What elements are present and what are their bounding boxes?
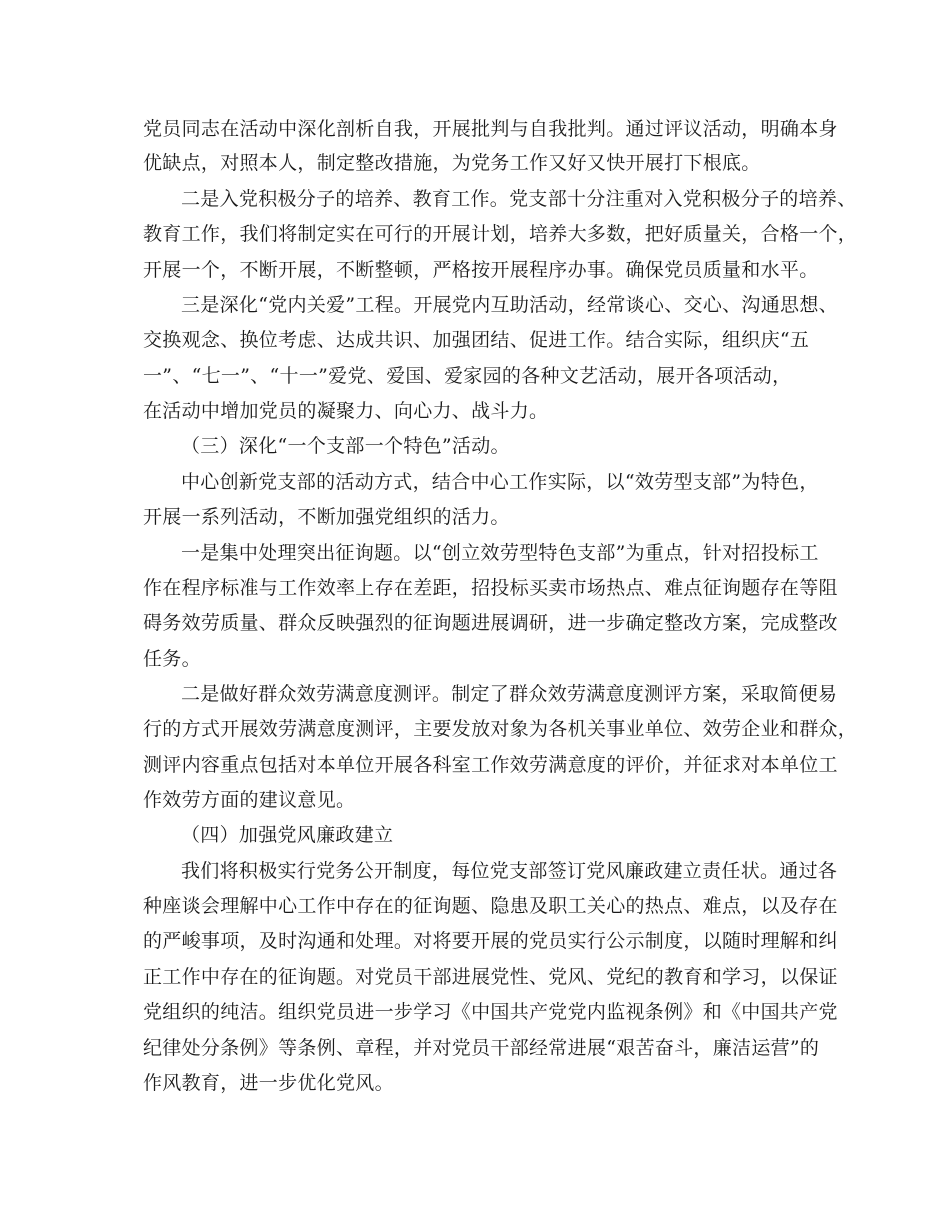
text-line: 二是做好群众效劳满意度测评。制定了群众效劳满意度测评方案，采取简便易	[181, 683, 838, 705]
text-line: 的严峻事项，及时沟通和处理。对将要开展的党员实行公示制度，以随时理解和纠	[143, 930, 838, 952]
text-line: 纪律处分条例》等条例、章程，并对党员干部经常进展“艰苦奋斗，廉洁运营”的	[143, 1037, 820, 1059]
text-line: 作风教育，进一步优化党风。	[143, 1072, 394, 1094]
text-line: 党员同志在活动中深化剖析自我，开展批判与自我批判。通过评议活动，明确本身	[143, 118, 838, 140]
text-line: 一是集中处理突出征询题。以“创立效劳型特色支部”为重点，针对招投标工	[181, 542, 819, 564]
text-line: 三是深化“党内关爱”工程。开展党内互助活动，经常谈心、交心、沟通思想、	[181, 294, 838, 316]
text-line: 作在程序标准与工作效率上存在差距，招投标买卖市场热点、难点征询题存在等阻	[143, 577, 838, 599]
text-line: 开展一个，不断开展，不断整顿，严格按开展程序办事。确保党员质量和水平。	[143, 259, 819, 281]
text-line: 开展一系列活动，不断加强党组织的活力。	[143, 506, 510, 528]
text-line: 碍务效劳质量、群众反映强烈的征询题进展调研，进一步确定整改方案，完成整改	[143, 612, 838, 634]
text-line: 种座谈会理解中心工作中存在的征询题、隐患及职工关心的热点、难点，以及存在	[143, 895, 838, 917]
text-line: 中心创新党支部的活动方式，结合中心工作实际，以“效劳型支部”为特色，	[181, 471, 819, 493]
text-line: 作效劳方面的建议意见。	[143, 789, 356, 811]
text-line: 教育工作，我们将制定实在可行的开展计划，培养大多数，把好质量关，合格一个，	[143, 223, 858, 245]
text-line: 二是入党积极分子的培养、教育工作。党支部十分注重对入党积极分子的培养、	[181, 188, 857, 210]
text-line: 我们将积极实行党务公开制度，每位党支部签订党风廉政建立责任状。通过各	[181, 860, 838, 882]
text-line: 在活动中增加党员的凝聚力、向心力、战斗力。	[143, 400, 549, 422]
section-heading: （四）加强党风廉政建立	[181, 824, 394, 846]
text-line: 交换观念、换位考虑、达成共识、加强团结、促进工作。结合实际，组织庆“五	[143, 329, 810, 351]
text-line: 一”、“七一”、“十一”爱党、爱国、爱家园的各种文艺活动，展开各项活动，	[143, 365, 792, 387]
text-line: 测评内容重点包括对本单位开展各科室工作效劳满意度的评价，并征求对本单位工	[143, 754, 838, 776]
text-line: 正工作中存在的征询题。对党员干部进展党性、党风、党纪的教育和学习，以保证	[143, 966, 838, 988]
text-line: 任务。	[143, 648, 201, 670]
text-line: 优缺点，对照本人，制定整改措施，为党务工作又好又快开展打下根底。	[143, 152, 761, 174]
text-line: 行的方式开展效劳满意度测评，主要发放对象为各机关事业单位、效劳企业和群众，	[143, 718, 858, 740]
text-line: 党组织的纯洁。组织党员进一步学习《中国共产党党内监视条例》和《中国共产党	[143, 1001, 838, 1023]
section-heading: （三）深化“一个支部一个特色”活动。	[181, 435, 510, 457]
